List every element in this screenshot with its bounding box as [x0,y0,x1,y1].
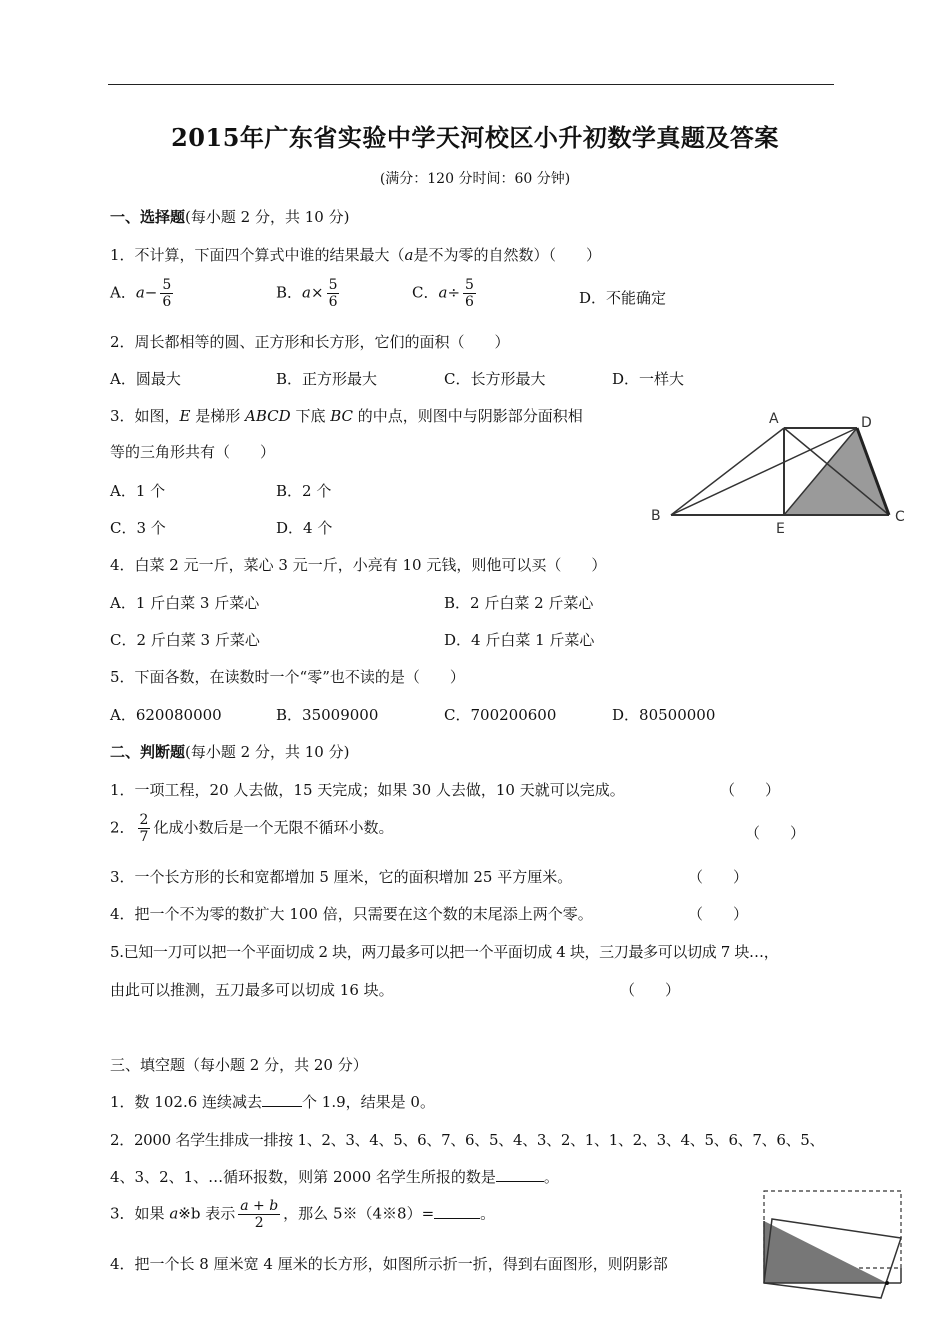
page-subtitle: (满分：120 分时间：60 分钟) [379,171,571,187]
section-1-heading: 一、选择题(每小题 2 分，共 10 分) [110,208,350,226]
section-2-heading: 二、判断题(每小题 2 分，共 10 分) [110,743,350,761]
s2-q3-answer-paren: （ ） [688,868,749,886]
s2-question-3: 3．一个长方形的长和宽都增加 5 厘米，它的面积增加 25 平方厘米。 [110,868,573,886]
s2-q1-answer-paren: （ ） [720,781,781,799]
s1-q5-option-c: C．700200600 [444,706,557,724]
s2-question-1: 1．一项工程，20 人去做，15 天完成；如果 30 人去做，10 天就可以完成。 [110,781,625,799]
shaded-region [764,1221,887,1283]
s1-q4-option-c: C．2 斤白菜 3 斤菜心 [110,631,260,649]
s2-question-5: 5.已知一刀可以把一个平面切成 2 块，两刀最多可以把一个平面切成 4 块，三刀最多可以切成 7 块…， [110,943,779,961]
s1-q1-option-c: C．a÷ $\frac{5}{6}$ [412,277,474,311]
s3-question-4: 4．把一个长 8 厘米宽 4 厘米的长方形，如图所示折一折，得到右面图形，则阴影部 [110,1255,668,1273]
label-B: B [651,508,661,524]
label-D: D [861,415,872,431]
s1-q5-option-b: B．35009000 [276,706,379,724]
label-A: A [769,411,779,427]
s1-q1-option-b: B．a× $\frac{5}{6}$ [276,277,338,311]
s1-q1-option-a: A．a− $\frac{5}{6}$ [110,277,172,311]
s1-q5-option-a: A．620080000 [110,706,222,724]
s1-q2-option-d: D．一样大 [612,370,685,388]
s2-question-4: 4．把一个不为零的数扩大 100 倍，只需要在这个数的末尾添上两个零。 [110,905,593,923]
s1-q1-option-d: D．不能确定 [579,289,667,307]
s2-question-2: 2． $\frac{2}{7}$ 化成小数后是一个无限不循环小数。 [110,812,394,846]
s1-q2-option-a: A．圆最大 [110,370,181,388]
s1-q3-option-c: C．3 个 [110,519,166,537]
s1-question-3: 3．如图，E 是梯形 ABCD 下底 BC 的中点，则图中与阴影部分面积相 [110,407,583,425]
s3-question-2-line2: 4、3、2、1、…循环报数，则第 2000 名学生所报的数是 。 [110,1168,559,1186]
s1-q4-option-a: A．1 斤白菜 3 斤菜心 [110,594,260,612]
s1-q3-option-a: A．1 个 [110,482,166,500]
s2-q5-answer-paren: （ ） [620,981,681,999]
s2-q4-answer-paren: （ ） [688,905,749,923]
s1-question-5: 5．下面各数，在读数时一个“零”也不读的是（ ） [110,668,465,686]
s3-question-2: 2．2000 名学生排成一排按 1、2、3、4、5、6、7、6、5、4、3、2、1、1、2、3、4、5、6、7、6、5、 [110,1131,825,1149]
s3-question-1: 1．数 102.6 连续减去 个 1.9，结果是 0。 [110,1093,435,1111]
s1-q2-option-c: C．长方形最大 [444,370,546,388]
s1-question-1: 1．不计算，下面四个算式中谁的结果最大（a是不为零的自然数）（ ） [110,246,602,264]
s2-question-5-line2: 由此可以推测，五刀最多可以切成 16 块。 [110,981,394,999]
s1-q4-option-d: D．4 斤白菜 1 斤菜心 [444,631,595,649]
s1-question-2: 2．周长都相等的圆、正方形和长方形，它们的面积（ ） [110,333,510,351]
section-3-heading: 三、填空题（每小题 2 分，共 20 分） [110,1056,368,1074]
label-C: C [895,509,905,525]
s2-q2-answer-paren: （ ） [745,824,806,842]
label-E: E [776,521,785,537]
s1-q2-option-b: B．正方形最大 [276,370,378,388]
s1-q5-option-d: D．80500000 [612,706,716,724]
s1-q4-option-b: B．2 斤白菜 2 斤菜心 [444,594,594,612]
s3-question-3: 3．如果 a※b 表示 $\frac{a + b}{2}$ ，那么 5※（4※8）= 。 [110,1198,496,1232]
header-rule [108,84,834,85]
trapezoid-figure [645,405,915,540]
s1-question-4: 4．白菜 2 元一斤，菜心 3 元一斤，小亮有 10 元钱，则他可以买（ ） [110,556,607,574]
page-title: 2015年广东省实验中学天河校区小升初数学真题及答案 [171,123,779,152]
s1-q3-option-b: B．2 个 [276,482,332,500]
s1-q3-option-d: D．4 个 [276,519,333,537]
folded-rectangle-figure [755,1186,910,1304]
s1-question-3-line2: 等的三角形共有（ ） [110,443,276,461]
